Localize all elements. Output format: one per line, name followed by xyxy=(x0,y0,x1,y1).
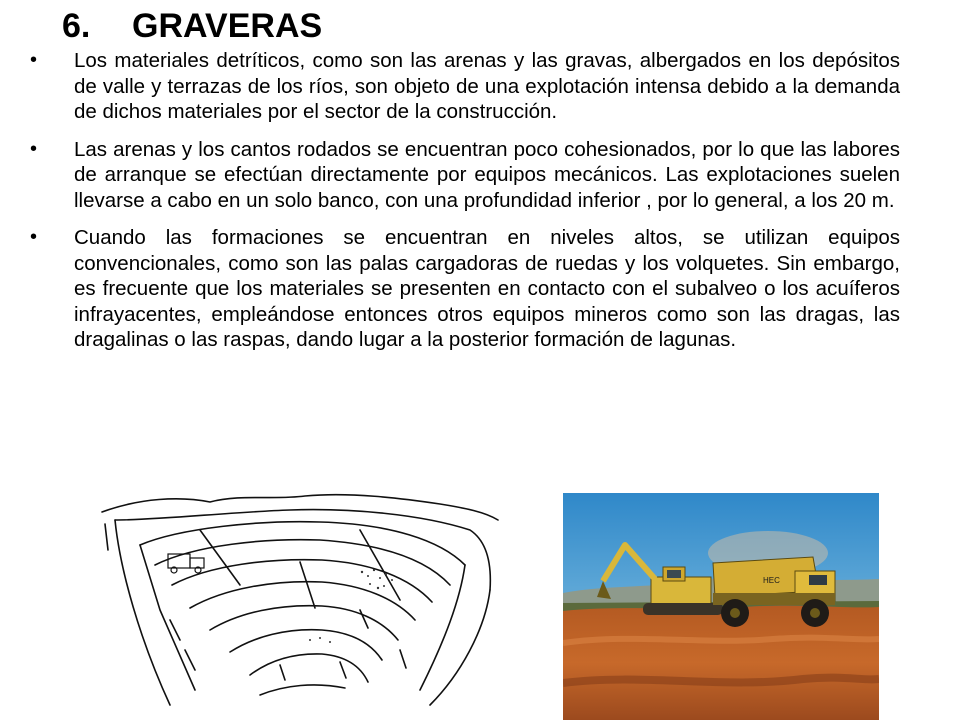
slide-title xyxy=(62,6,322,46)
bullet-dot-icon: • xyxy=(30,137,38,160)
bullet-item xyxy=(30,48,900,125)
title-number: 6. xyxy=(62,7,91,45)
bullet-item xyxy=(30,137,900,214)
open-pit-sketch-icon xyxy=(100,490,500,715)
bullet-item xyxy=(30,225,900,353)
truck-marking: HEC xyxy=(763,576,780,585)
bullet-dot-icon: • xyxy=(30,226,38,248)
bullet-text: Las arenas y los cantos rodados se encuentran poco cohesionados, por lo que las labores de arranque se efectúan directamente por equipos mecánicos. Las explotaciones suelen llevarse a cabo en un solo banco, con una profundidad inferior , por lo general, a los 20 m. xyxy=(74,137,900,212)
bullet-dot-icon: • xyxy=(30,49,38,71)
title-text: GRAVERAS xyxy=(132,7,323,45)
excavator-truck-photo-icon xyxy=(563,493,879,720)
bullet-list xyxy=(30,48,900,365)
bullet-text: Cuando las formaciones se encuentran en niveles altos, se utilizan equipos convencionales, como son las palas cargadoras de ruedas y los volquetes. Sin embargo, es frecuente que los materiales se presenten en contacto con el subalveo o los acuíferos infrayacentes, empleándose entonces otros equipos mineros como son las dragas, las dragalinas o las raspas, dando lugar a la posterior formación de lagunas. xyxy=(74,226,900,351)
bullet-text: Los materiales detríticos, como son las arenas y las gravas, albergados en los depósitos de valle y terrazas de los ríos, son objeto de una explotación intensa debido a la demanda de dichos materiales por el sector de la construcción. xyxy=(74,49,900,123)
